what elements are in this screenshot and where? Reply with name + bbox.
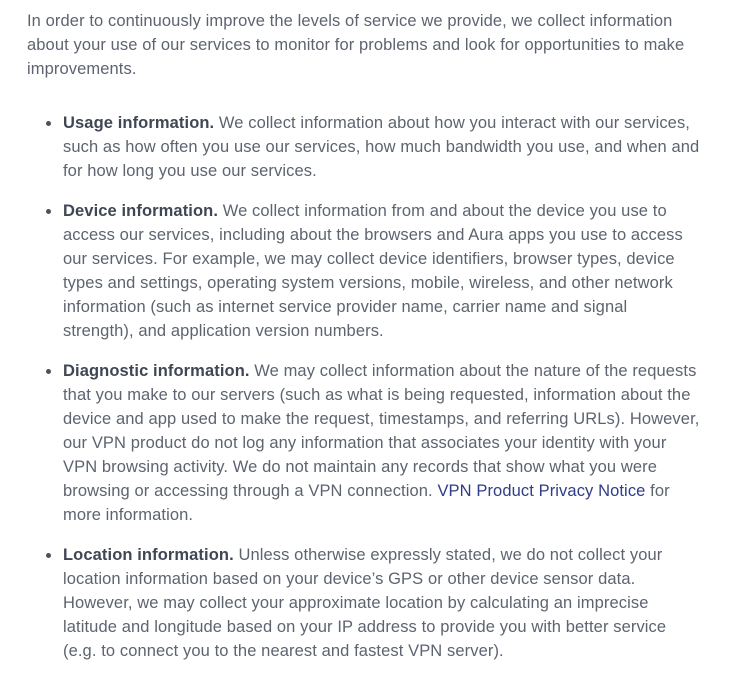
bullet-text-location: Unless otherwise expressly stated, we do not collect your location information based on your device’s GPS or other device sensor data. However, we may collect your approximate location by calculating an imprecise latitude and longitude based on your IP address to provide you with better service (e.g. to connect you to the nearest and fastest VPN server). [63, 546, 667, 660]
bullet-text-device: We collect information from and about the device you use to access our services, including about the browsers and Aura apps you use to access our services. For example, we may collect device identifiers, browser types, device types and settings, operating system versions, mobile, wireless, and other network information (such as internet service provider name, carrier name and signal strength), and application version numbers. [63, 202, 683, 340]
bullet-marker-icon [46, 121, 51, 126]
bullet-marker-icon [46, 209, 51, 214]
intro-paragraph: In order to continuously improve the levels of service we provide, we collect information about your use of our services to monitor for problems and look for opportunities to make improvements. [27, 12, 685, 78]
bullet-item-diagnostic-information [63, 359, 701, 527]
bullet-title-usage: Usage information. [63, 114, 215, 132]
vpn-product-privacy-notice-link[interactable]: VPN Product Privacy Notice [437, 482, 646, 500]
bullet-text-usage: We collect information about how you interact with our services, such as how often you use our services, how much bandwidth you use, and when and for how long you use our services. [63, 114, 700, 180]
bullet-title-device: Device information. [63, 202, 219, 220]
bullet-marker-icon [46, 369, 51, 374]
bullet-text-diagnostic-before-link: We may collect information about the nature of the requests that you make to our servers (such as what is being requested, information about the device and app used to make the request, timestamps, and referring URLs). However, our VPN product do not log any information that associates your identity with your VPN browsing activity. We do not maintain any records that show what you were browsing or accessing through a VPN connection. [63, 362, 700, 500]
bullet-text-diagnostic-after-link: for more information. [63, 482, 670, 524]
bullet-item-location-information [63, 543, 701, 663]
bullet-marker-icon [46, 553, 51, 558]
bullet-title-diagnostic: Diagnostic information. [63, 362, 250, 380]
bullet-item-device-information [63, 199, 701, 343]
bullet-title-location: Location information. [63, 546, 234, 564]
bullet-list [27, 111, 701, 663]
bullet-item-usage-information [63, 111, 701, 183]
